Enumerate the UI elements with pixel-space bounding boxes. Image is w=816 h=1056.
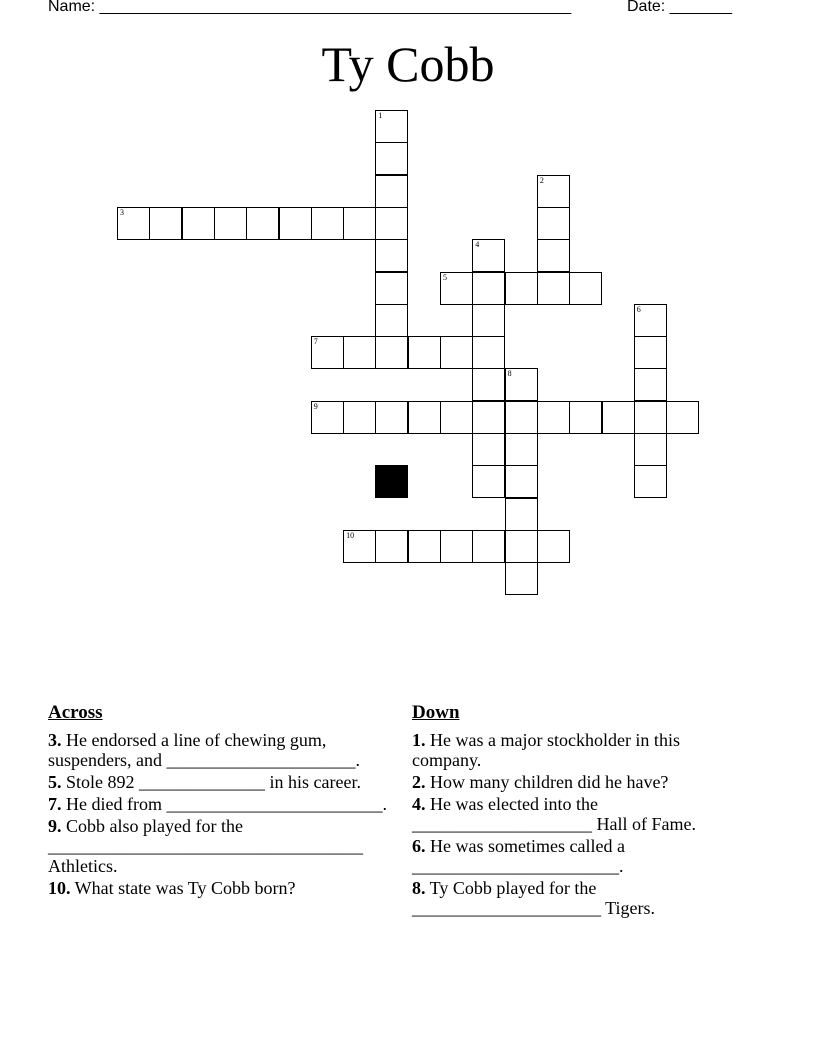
answer-cell[interactable] [634, 401, 667, 434]
clue-number-label: 3. [48, 730, 62, 750]
answer-cell[interactable] [505, 498, 538, 531]
answer-cell[interactable] [472, 272, 505, 305]
answer-cell[interactable] [569, 272, 602, 305]
answer-cell[interactable] [343, 336, 376, 369]
name-field[interactable]: Name: _____________________________________________________ [48, 0, 572, 15]
answer-cell[interactable] [472, 304, 505, 337]
answer-cell[interactable] [472, 465, 505, 498]
answer-cell[interactable] [634, 304, 667, 337]
clue-number-label: 10. [48, 878, 71, 898]
answer-cell[interactable] [537, 207, 570, 240]
answer-cell[interactable] [440, 530, 473, 563]
answer-cell[interactable] [182, 207, 215, 240]
clue-text: How many children did he have? [425, 772, 669, 792]
answer-cell[interactable] [505, 465, 538, 498]
answer-cell[interactable] [472, 336, 505, 369]
answer-cell[interactable] [472, 530, 505, 563]
clue-text: Cobb also played for the ___________________________________ Athletics. [48, 816, 363, 876]
puzzle-title: Ty Cobb [321, 36, 495, 92]
answer-cell[interactable] [472, 433, 505, 466]
answer-cell[interactable] [602, 401, 635, 434]
answer-cell[interactable] [117, 207, 150, 240]
answer-cell[interactable] [311, 336, 344, 369]
down-clue [412, 878, 752, 918]
clue-number: 5 [443, 272, 447, 282]
clue-text: He was a major stockholder in this company. [412, 730, 680, 770]
answer-cell[interactable] [149, 207, 182, 240]
down-clue [412, 836, 752, 876]
across-heading: Across [48, 702, 103, 723]
answer-cell[interactable] [472, 368, 505, 401]
answer-cell[interactable] [408, 336, 441, 369]
answer-cell[interactable] [343, 401, 376, 434]
clue-number-label: 8. [412, 878, 426, 898]
answer-cell[interactable] [440, 401, 473, 434]
clue-text: He died from ________________________. [61, 794, 387, 814]
answer-cell[interactable] [375, 272, 408, 305]
answer-cell[interactable] [440, 336, 473, 369]
answer-cell[interactable] [375, 110, 408, 143]
across-clues [48, 702, 400, 900]
answer-cell[interactable] [279, 207, 312, 240]
answer-cell[interactable] [375, 207, 408, 240]
down-clues [412, 702, 752, 920]
answer-cell[interactable] [440, 272, 473, 305]
down-clue [412, 772, 752, 792]
clue-number: 8 [507, 369, 512, 379]
answer-cell[interactable] [505, 368, 538, 401]
clue-number-label: 4. [412, 794, 426, 814]
answer-cell[interactable] [214, 207, 247, 240]
clue-number: 9 [313, 401, 318, 411]
clue-number: 2 [539, 175, 544, 185]
across-clue [48, 794, 400, 814]
clue-text: Stole 892 ______________ in his career. [61, 772, 361, 792]
answer-cell[interactable] [343, 530, 376, 563]
answer-cell[interactable] [634, 368, 667, 401]
clue-number-label: 6. [412, 836, 426, 856]
across-clue [48, 878, 400, 898]
answer-cell[interactable] [246, 207, 279, 240]
answer-cell[interactable] [634, 465, 667, 498]
clue-number: 1 [378, 111, 383, 120]
answer-cell[interactable] [569, 401, 602, 434]
across-clue [48, 816, 400, 876]
answer-cell[interactable] [537, 239, 570, 272]
answer-cell[interactable] [505, 530, 538, 563]
down-clue [412, 794, 752, 834]
clue-number: 6 [636, 304, 641, 314]
answer-cell[interactable] [343, 207, 376, 240]
answer-cell[interactable] [537, 401, 570, 434]
answer-cell[interactable] [472, 401, 505, 434]
answer-cell[interactable] [375, 304, 408, 337]
clue-number-label: 7. [48, 794, 62, 814]
answer-cell[interactable] [505, 562, 538, 595]
answer-cell[interactable] [375, 175, 408, 208]
answer-cell[interactable] [408, 530, 441, 563]
clue-number-label: 5. [48, 772, 62, 792]
answer-cell[interactable] [505, 401, 538, 434]
answer-cell[interactable] [666, 401, 699, 434]
blocked-cell [375, 465, 408, 498]
clue-text: He was elected into the ____________________ Hall of Fame. [412, 794, 696, 834]
clue-text: Ty Cobb played for the _____________________ Tigers. [412, 878, 656, 918]
down-heading: Down [412, 702, 460, 723]
clue-text: He endorsed a line of chewing gum, suspenders, and _____________________. [48, 730, 360, 770]
clue-text: He was sometimes called a _______________________. [412, 836, 625, 876]
answer-cell[interactable] [408, 401, 441, 434]
answer-cell[interactable] [537, 272, 570, 305]
clue-number: 7 [313, 337, 318, 347]
clue-number: 3 [120, 207, 124, 217]
answer-cell[interactable] [505, 433, 538, 466]
clue-number: 4 [475, 240, 480, 250]
clue-number-label: 9. [48, 816, 62, 836]
down-clue [412, 730, 752, 770]
answer-cell[interactable] [537, 175, 570, 208]
answer-cell[interactable] [311, 207, 344, 240]
answer-cell[interactable] [375, 401, 408, 434]
answer-cell[interactable] [472, 239, 505, 272]
across-clue [48, 730, 400, 770]
date-field[interactable]: Date: _______ [627, 0, 732, 15]
clue-number-label: 2. [412, 772, 426, 792]
across-clue [48, 772, 400, 792]
answer-cell[interactable] [634, 433, 667, 466]
answer-cell[interactable] [537, 530, 570, 563]
clue-number: 10 [346, 530, 355, 540]
answer-cell[interactable] [634, 336, 667, 369]
clue-number-label: 1. [412, 730, 426, 750]
clue-text: What state was Ty Cobb born? [70, 878, 296, 898]
answer-cell[interactable] [375, 239, 408, 272]
answer-cell[interactable] [375, 530, 408, 563]
answer-cell[interactable] [375, 336, 408, 369]
answer-cell[interactable] [505, 272, 538, 305]
answer-cell[interactable] [311, 401, 344, 434]
answer-cell[interactable] [375, 142, 408, 175]
